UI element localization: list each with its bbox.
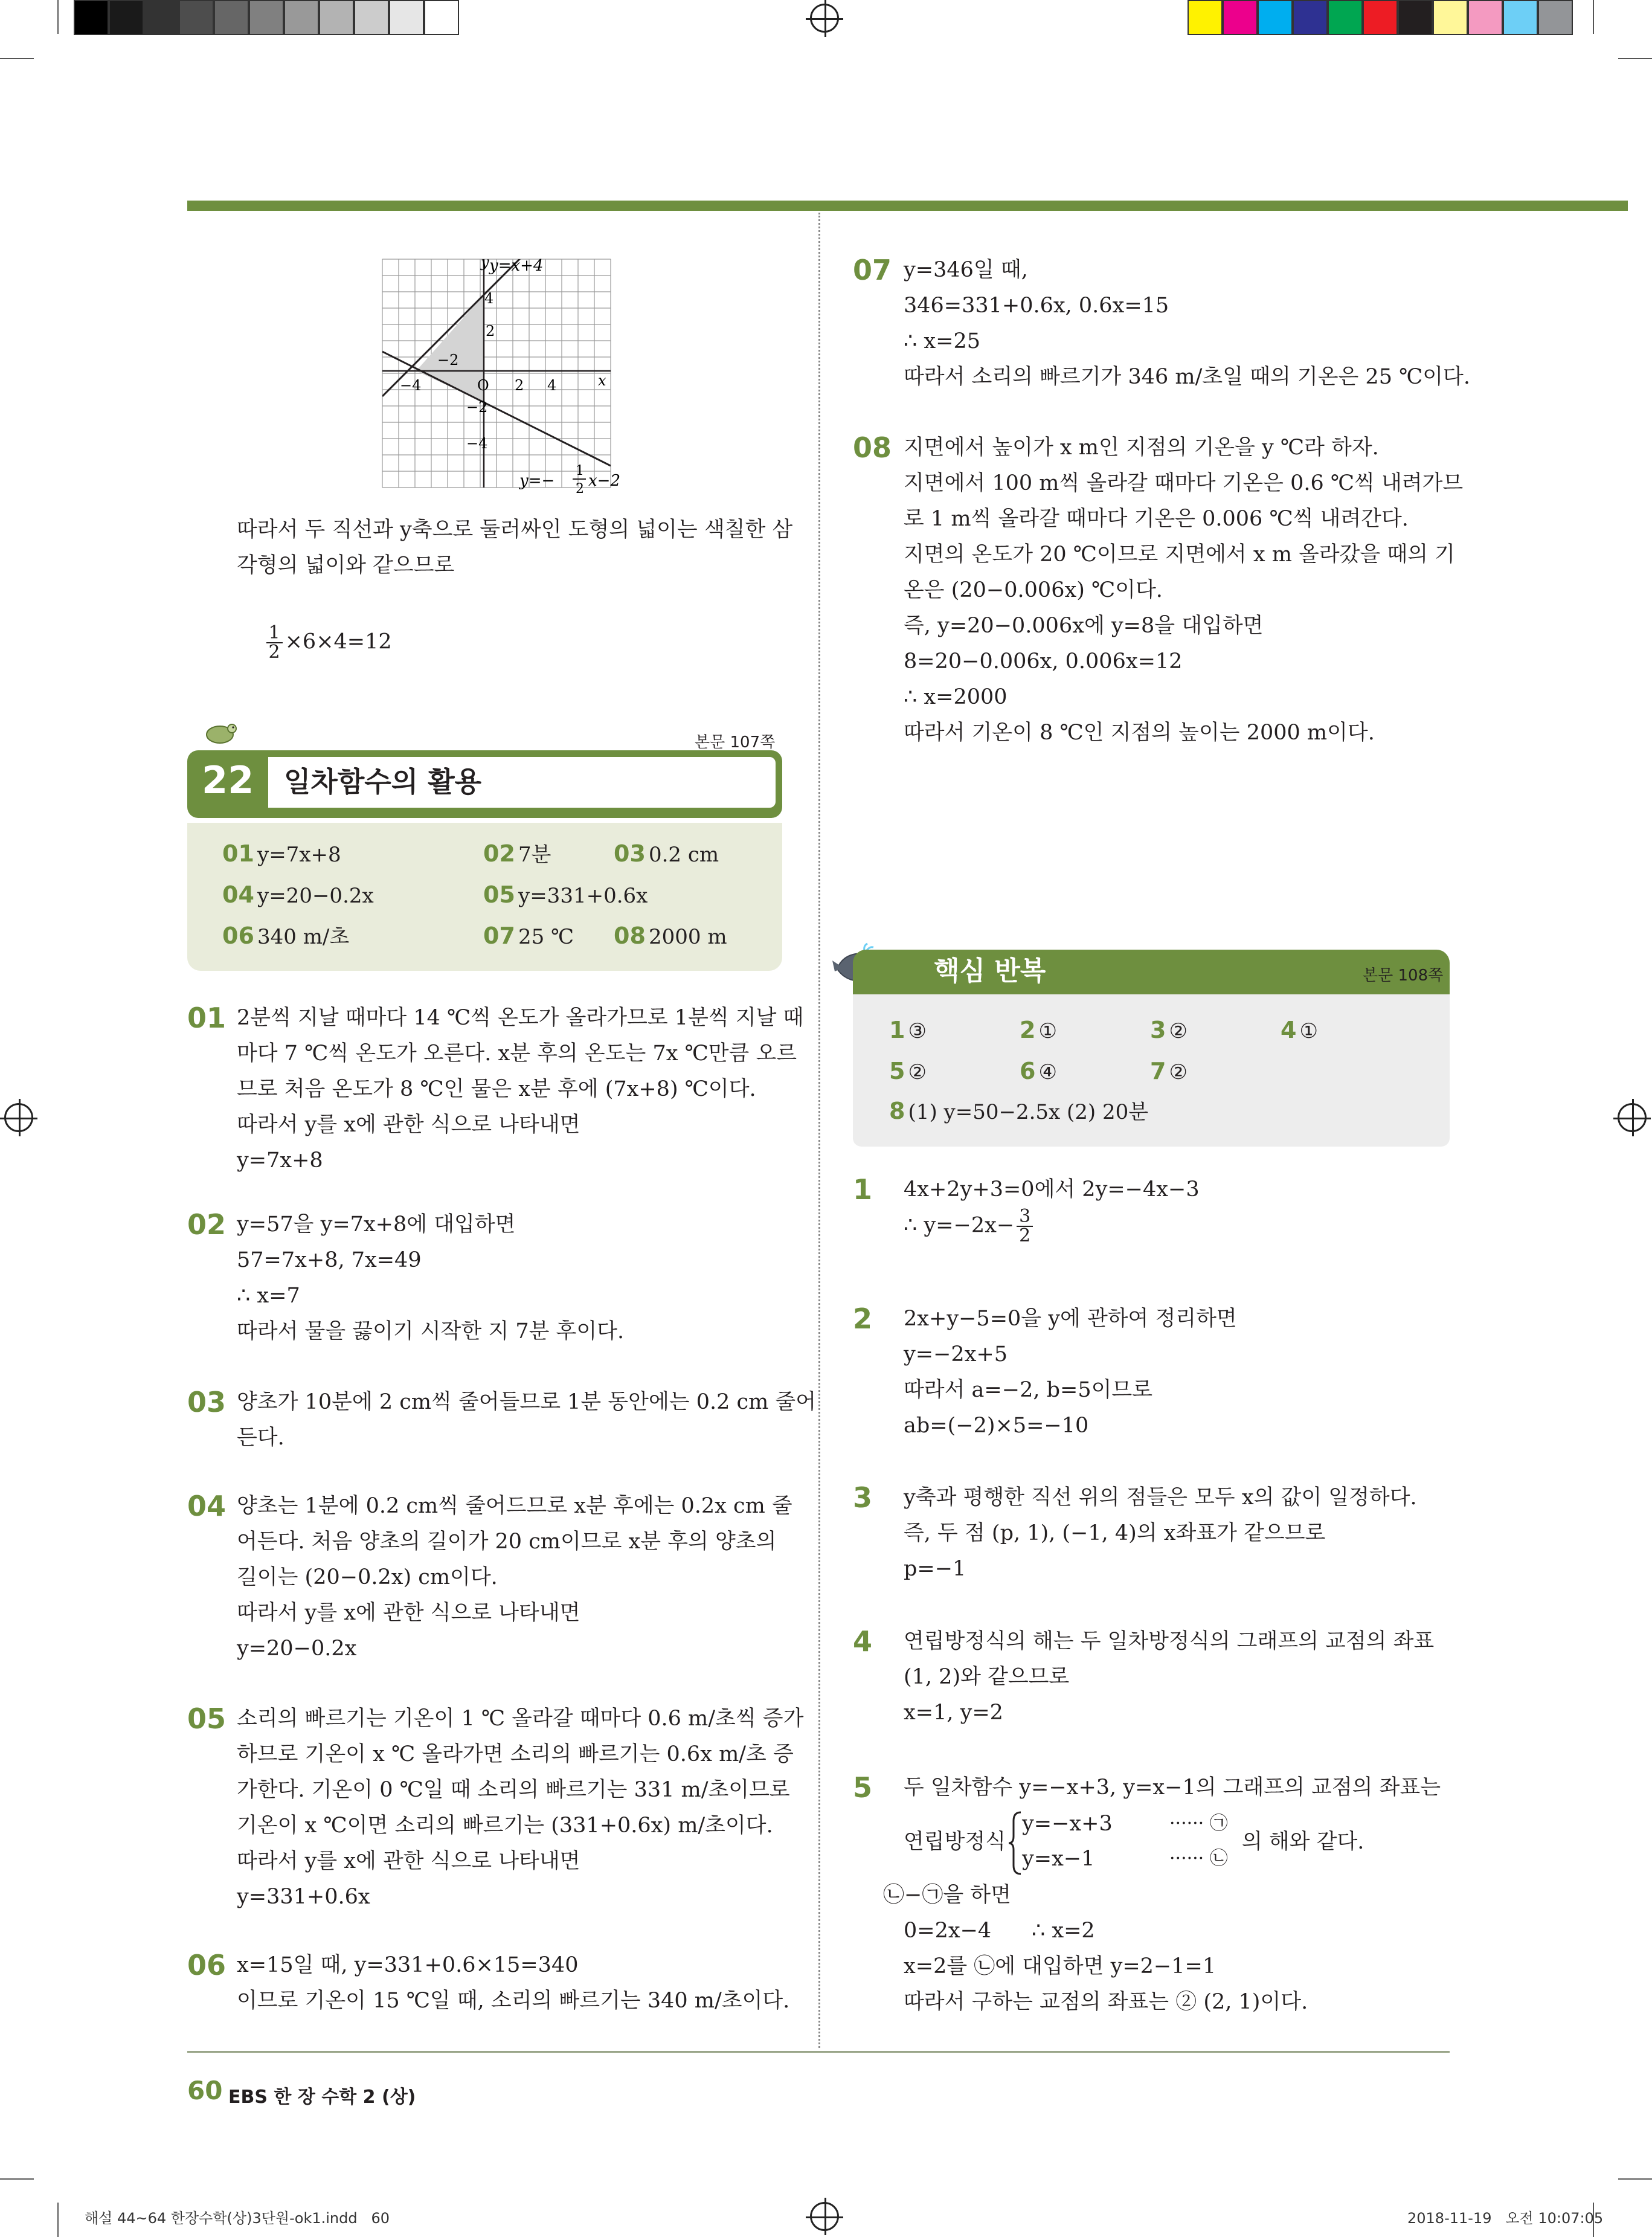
core-answer-item: 1 ③ — [889, 1017, 927, 1043]
tick-label: −2 — [466, 399, 488, 416]
solution-number: 03 — [187, 1386, 227, 1418]
color-swatch — [1433, 0, 1468, 35]
solution-number: 01 — [187, 1002, 227, 1034]
system-eq1: y=−x+3 — [1022, 1812, 1113, 1836]
color-swatch — [389, 0, 424, 35]
solution-number: 07 — [853, 254, 892, 286]
color-swatch — [1468, 0, 1503, 35]
core-solution-number: 3 — [853, 1481, 873, 1514]
core-solution-number: 4 — [853, 1625, 873, 1658]
core-answer-item: 3 ② — [1150, 1017, 1188, 1043]
tick-label: 2 — [515, 377, 524, 394]
color-swatch — [249, 0, 284, 35]
solution-number: 06 — [187, 1949, 227, 1981]
crop-mark — [1593, 0, 1594, 34]
section-page-ref: 본문 107쪽 — [695, 733, 776, 752]
timestamp: 2018-11-19 오전 10:07:05 — [1407, 2210, 1604, 2227]
tick-label: −4 — [466, 435, 488, 452]
page-number: 60 — [187, 2076, 223, 2105]
color-swatch — [1398, 0, 1433, 35]
answer-item: 06 340 m/초 — [222, 922, 350, 949]
crop-mark — [1618, 58, 1652, 59]
core-solution-5: ㉡−㉠을 하면 0=2x−4 ∴ x=2 x=2를 ㉡에 대입하면 y=2−1=1 따라서 구하는 교점의 좌표는 ② (2, 1)이다. — [883, 1883, 1308, 2014]
color-swatch — [424, 0, 459, 35]
footer-rule — [187, 2051, 1450, 2053]
solution-02: y=57을 y=7x+8에 대입하면 57=7x+8, 7x=49 ∴ x=7 따라서 물을 끓이기 시작한 지 7분 후이다. — [237, 1212, 625, 1344]
line2-label-pre: y=− — [519, 472, 555, 490]
color-swatch — [354, 0, 389, 35]
color-swatch — [1538, 0, 1573, 35]
system-dots1: ······ ㉠ — [1169, 1813, 1228, 1834]
solution-number: 02 — [187, 1208, 227, 1241]
core-solution-number: 1 — [853, 1173, 873, 1206]
color-swatch — [284, 0, 319, 35]
solution-07: y=346일 때, 346=331+0.6x, 0.6x=15 ∴ x=25 따라서 소리의 빠르기가 346 m/초일 때의 기온은 25 ℃이다. — [904, 258, 1470, 389]
registration-mark-bottom — [810, 2202, 839, 2231]
system-tail: 의 해와 같다. — [1242, 1830, 1364, 1854]
core-solution-4: 연립방정식의 해는 두 일차방정식의 그래프의 교점의 좌표 (1, 2)와 같으므로 x=1, y=2 — [904, 1629, 1435, 1725]
color-swatch — [1363, 0, 1398, 35]
core-answer-item: 8 (1) y=50−2.5x (2) 20분 — [889, 1098, 1149, 1124]
core-answer-item: 2 ① — [1020, 1017, 1058, 1043]
column-divider — [818, 213, 820, 2048]
answer-item: 01 y=7x+8 — [222, 840, 341, 867]
solution-number: 04 — [187, 1490, 227, 1522]
line2-label-post: x−2 — [588, 472, 620, 490]
x-axis-label: x — [598, 372, 606, 389]
color-swatch — [1258, 0, 1293, 35]
color-swatch — [179, 0, 214, 35]
answer-item: 08 2000 m — [614, 922, 727, 949]
core-solution-3: y축과 평행한 직선 위의 점들은 모두 x의 값이 일정하다. 즉, 두 점 (p, 1), (−1, 4)의 x좌표가 같으므로 p=−1 — [904, 1485, 1417, 1581]
registration-mark-top — [810, 4, 839, 33]
intro-text — [237, 512, 792, 697]
tick-label: −2 — [437, 352, 459, 369]
graph-grid — [382, 259, 611, 488]
answer-item: 02 7분 — [483, 840, 551, 867]
file-info: 해설 44~64 한장수학(상)3단원-ok1.indd 60 — [85, 2210, 390, 2227]
tick-label: 2 — [486, 323, 495, 340]
color-swatch — [1293, 0, 1328, 35]
system-dots2: ······ ㉡ — [1169, 1848, 1228, 1869]
core-page-ref: 본문 108쪽 — [1363, 967, 1444, 985]
line2-frac-num: 1 — [576, 463, 584, 478]
linear-graph — [374, 254, 652, 507]
solution-01: 2분씩 지날 때마다 14 ℃씩 온도가 올라가므로 1분씩 지날 때 마다 7 ℃씩 온도가 오른다. x분 후의 온도는 7x ℃만큼 오르 므로 처음 온도가 8 ℃인 물은 x분 후에 (7x+8) ℃이다. 따라서 y를 x에 관한 식으로 나타내면 y=7x+8 — [237, 1006, 804, 1173]
tick-label: 4 — [484, 290, 494, 307]
answer-item: 07 25 ℃ — [483, 922, 574, 949]
system-label: 연립방정식 — [904, 1830, 1006, 1854]
tick-label: 4 — [547, 377, 557, 394]
core-solution-1: 4x+2y+3=0에서 2y=−4x−3 ∴ y=−2x− $\frac{3}{2}$ — [904, 1177, 1200, 1246]
core-solution-5-line1: 두 일차함수 y=−x+3, y=x−1의 그래프의 교점의 좌표는 — [904, 1775, 1441, 1800]
intro-line: 따라서 두 직선과 y축으로 둘러싸인 도형의 넓이는 색칠한 삼 — [237, 518, 793, 542]
color-swatch — [1188, 0, 1223, 35]
registration-mark-right — [1618, 1103, 1647, 1132]
core-solution-number: 2 — [853, 1302, 873, 1335]
fraction: $\frac{3}{2}$ — [1017, 1208, 1033, 1245]
gray-swatch-bar — [74, 0, 464, 35]
solution-number: 05 — [187, 1702, 227, 1735]
solution-05: 소리의 빠르기는 기온이 1 ℃ 올라갈 때마다 0.6 m/초씩 증가 하므로 기온이 x ℃ 올라가면 소리의 빠르기는 0.6x m/초 증 가한다. 기온이 0 ℃일 때 소리의 빠르기는 331 m/초이므로 기온이 x ℃이면 소리의 빠르기는 (331+0.6x) m/초이다. 따라서 y를 x에 관한 식으로 나타내면 y=331+0.6x — [237, 1707, 804, 1909]
system-eq2: y=x−1 — [1022, 1847, 1095, 1871]
crop-mark — [0, 58, 34, 59]
section-number: 22 — [202, 758, 254, 802]
header-rule — [187, 201, 1628, 211]
solution-03: 양초가 10분에 2 cm씩 줄어들므로 1분 동안에는 0.2 cm 줄어 든다. — [237, 1390, 817, 1450]
color-swatch — [74, 0, 109, 35]
crop-mark — [0, 2178, 34, 2180]
core-title: 핵심 반복 — [934, 956, 1046, 987]
crop-mark — [1618, 2178, 1652, 2180]
line1-label: y=x+4 — [489, 257, 544, 275]
registration-mark-left — [4, 1103, 33, 1132]
color-swatch — [1223, 0, 1258, 35]
answer-item: 03 0.2 cm — [614, 840, 719, 867]
core-solution-2: 2x+y−5=0을 y에 관하여 정리하면 y=−2x+5 따라서 a=−2, b=5이므로 ab=(−2)×5=−10 — [904, 1307, 1237, 1438]
y-axis-label: y — [481, 254, 489, 271]
crop-mark — [57, 2203, 59, 2237]
solution-06: x=15일 때, y=331+0.6×15=340 이므로 기온이 15 ℃일 때, 소리의 빠르기는 340 m/초이다. — [237, 1953, 790, 2013]
solution-08: 지면에서 높이가 x m인 지점의 기온을 y ℃라 하자. 지면에서 100 m씩 올라갈 때마다 기온은 0.6 ℃씩 내려가므 로 1 m씩 올라갈 때마다 기온은 0.006 ℃씩 내려간다. 지면의 온도가 20 ℃이므로 지면에서 x m 올라갔을 때의 기 온은 (20−0.006x) ℃이다. 즉, y=20−0.006x에 y=8을 대입하면 8=20−0.006x, 0.006x=12 ∴ x=2000 따라서 기온이 8 ℃인 지점의 높이는 2000 m이다. — [904, 436, 1464, 745]
color-swatch — [319, 0, 354, 35]
color-swatch-bar — [1188, 0, 1578, 35]
core-answer-item: 7 ② — [1150, 1058, 1188, 1084]
color-swatch — [109, 0, 144, 35]
core-solution-number: 5 — [853, 1771, 873, 1804]
color-swatch — [1503, 0, 1538, 35]
answer-item: 05 y=331+0.6x — [483, 881, 648, 908]
solution-04: 양초는 1분에 0.2 cm씩 줄어드므로 x분 후에는 0.2x cm 줄 어든다. 처음 양초의 길이가 20 cm이므로 x분 후의 양초의 길이는 (20−0.2x) cm이다. 따라서 y를 x에 관한 식으로 나타내면 y=20−0.2x — [237, 1494, 792, 1661]
origin-label: O — [477, 377, 489, 394]
core-answer-item: 6 ④ — [1020, 1058, 1058, 1084]
color-swatch — [144, 0, 179, 35]
color-swatch — [1328, 0, 1363, 35]
color-swatch — [214, 0, 249, 35]
crop-mark — [57, 0, 59, 34]
solution-number: 08 — [853, 431, 892, 464]
tick-label: −4 — [400, 377, 422, 394]
answer-item: 04 y=20−0.2x — [222, 881, 374, 908]
turtle-icon — [203, 718, 237, 744]
intro-line: 각형의 넓이와 같으므로 — [237, 553, 455, 578]
core-answer-item: 4 ① — [1281, 1017, 1319, 1043]
section-title: 일차함수의 활용 — [284, 765, 482, 798]
intro-formula: $\frac{1}{2}$ ×6×4=12 — [237, 588, 792, 697]
fraction: $\frac{1}{2}$ — [266, 624, 283, 661]
line2-frac-den: 2 — [576, 481, 584, 497]
book-title: EBS 한 장 수학 2 (상) — [228, 2087, 416, 2108]
core-answer-item: 5 ② — [889, 1058, 927, 1084]
